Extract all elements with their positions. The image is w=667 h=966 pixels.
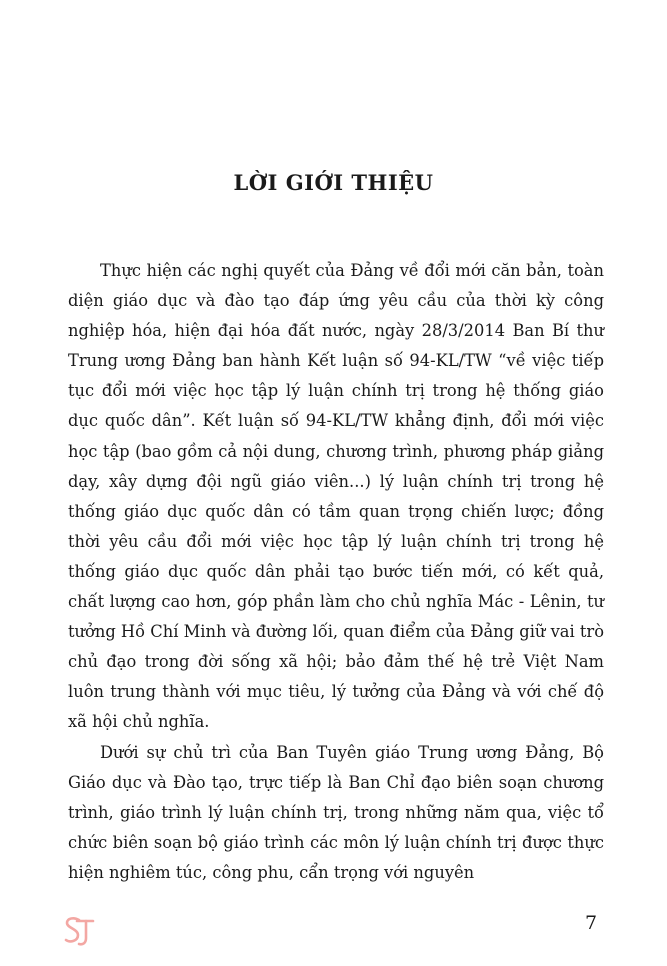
publisher-logo bbox=[62, 913, 98, 949]
paragraph-2: Dưới sự chủ trì của Ban Tuyên giáo Trung ương Đảng, Bộ Giáo dục và Đào tạo, trực tiếp là Ban Chỉ đạo biên soạn chương trình, giáo trình lý luận chính trị, trong những năm qua, việc tổ chức biên soạn bộ giáo trình các môn lý luận chính trị được thực hiện nghiêm túc, công phu, cẩn trọng với nguyên bbox=[68, 742, 604, 882]
page-title: LỜI GIỚI THIỆU bbox=[233, 170, 434, 195]
body-text bbox=[68, 256, 604, 888]
page-number: 7 bbox=[585, 912, 598, 934]
st-monogram-logo bbox=[66, 918, 93, 944]
paragraph-1: Thực hiện các nghị quyết của Đảng về đổi mới căn bản, toàn diện giáo dục và đào tạo đáp ứng yêu cầu của thời kỳ công nghiệp hóa, hiện đại hóa đất nước, ngày 28/3/2014 Ban Bí thư Trung ương Đảng ban hành Kết luận số 94-KL/TW “về việc tiếp tục đổi mới việc học tập lý luận chính trị trong hệ thống giáo dục quốc dân”. Kết luận số 94-KL/TW khẳng định, đổi mới việc học tập (bao gồm cả nội dung, chương trình, phương pháp giảng dạy, xây dựng đội ngũ giáo viên...) lý luận chính trị trong hệ thống giáo dục quốc dân có tầm quan trọng chiến lược; đồng thời yêu cầu đổi mới việc học tập lý luận chính trị trong hệ thống giáo dục quốc dân phải tạo bước tiến mới, có kết quả, chất lượng cao hơn, góp phần làm cho chủ nghĩa Mác - Lênin, tư tưởng Hồ Chí Minh và đường lối, quan điểm của Đảng giữ vai trò chủ đạo trong đời sống xã hội; bảo đảm thế hệ trẻ Việt Nam luôn trung thành với mục tiêu, lý tưởng của Đảng và với chế độ xã hội chủ nghĩa. bbox=[68, 261, 604, 732]
